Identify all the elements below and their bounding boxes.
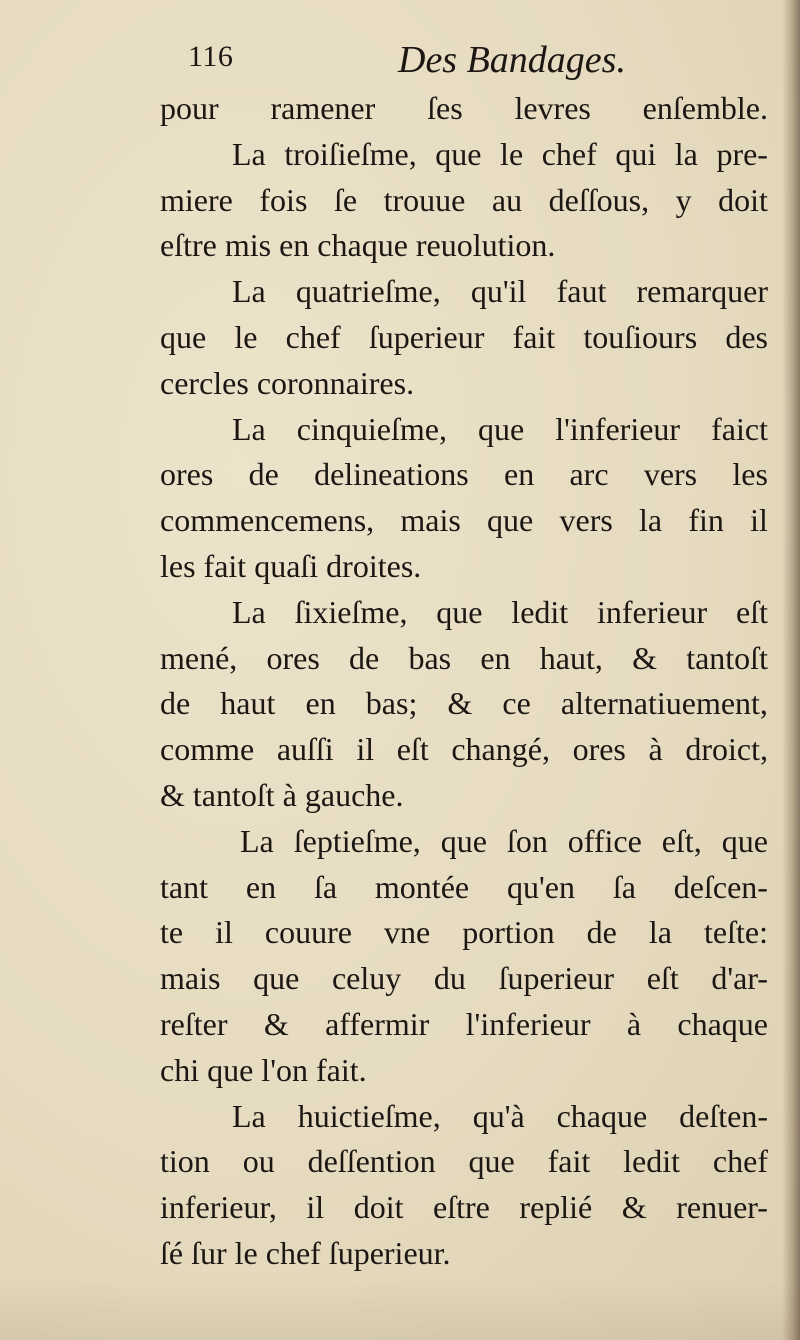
word: du [433, 960, 466, 997]
word: mais [160, 960, 221, 997]
word: la [674, 135, 698, 172]
word: qu'en [506, 868, 575, 905]
word: droites. [326, 547, 422, 584]
word: le [234, 318, 258, 355]
text-line [150, 681, 768, 727]
text-line [150, 956, 768, 1002]
text-line [150, 544, 768, 590]
word: deſten- [679, 1097, 768, 1134]
word: haut, [539, 639, 603, 676]
word: trouue [383, 181, 466, 218]
text-line [150, 910, 768, 956]
word: il [750, 502, 768, 539]
word: ſeptieſme, [293, 822, 421, 859]
word: renuer- [676, 1189, 768, 1226]
word: portion [462, 914, 555, 951]
word: ores [572, 731, 626, 768]
text-line [150, 315, 768, 361]
word: auſſi [276, 731, 334, 768]
word: en [480, 639, 511, 676]
word: chaque [677, 1005, 768, 1042]
text-line [150, 452, 768, 498]
text-line [150, 1048, 768, 1094]
word: La [240, 822, 274, 859]
word: des [725, 318, 768, 355]
word: couure [264, 914, 352, 951]
word: ſuperieur [498, 960, 615, 997]
text-line [150, 86, 768, 132]
word: au [491, 181, 523, 218]
word: que [468, 1143, 515, 1180]
word: cinquieſme, [296, 410, 447, 447]
word: & [632, 639, 657, 676]
word: chef [285, 318, 341, 355]
word: eſtre [160, 227, 225, 264]
word: quaſi [254, 547, 327, 584]
word: qu'il [470, 273, 527, 310]
running-title: Des Bandages. [398, 39, 626, 81]
word: que [160, 318, 207, 355]
word: qui [615, 135, 657, 172]
word: que [436, 593, 483, 630]
word: pre- [716, 135, 768, 172]
word: le [500, 135, 524, 172]
text-line [150, 773, 768, 819]
word: à [282, 776, 305, 813]
word: chef [712, 1143, 768, 1180]
word: commencemens, [160, 502, 375, 539]
word: la [648, 914, 672, 951]
word: il [215, 914, 233, 951]
word: La [232, 593, 266, 630]
text-line [150, 1002, 768, 1048]
word: troiſieſme, [284, 135, 417, 172]
word: changé, [451, 731, 550, 768]
word: ledit [511, 593, 569, 630]
word: delineations [314, 456, 469, 493]
word: & [621, 1189, 647, 1226]
word: gauche. [304, 776, 404, 813]
word: & [263, 1005, 289, 1042]
text-line [150, 727, 768, 773]
word: vne [383, 914, 431, 951]
word: vers [643, 456, 698, 493]
word: que [487, 502, 534, 539]
text-line [150, 1139, 768, 1185]
word: ores [160, 456, 214, 493]
word: en [279, 227, 318, 264]
word: fait [547, 1143, 591, 1180]
word: ſa [612, 868, 636, 905]
word: eſt [396, 731, 429, 768]
text-line [150, 498, 768, 544]
word: tant [160, 868, 208, 905]
word: y [675, 181, 692, 218]
word: de [160, 685, 191, 722]
word: eſt [735, 593, 768, 630]
word: fait. [315, 1051, 367, 1088]
word: montée [374, 868, 470, 905]
paragraph-start-line [150, 590, 768, 636]
paragraph-start-line [150, 269, 768, 315]
word: de [349, 639, 380, 676]
word: que [440, 822, 487, 859]
word: que [435, 135, 482, 172]
word: tantoſt [686, 639, 768, 676]
word: tion [160, 1143, 210, 1180]
page-edge-shadow [782, 0, 800, 1340]
word: bas; [365, 685, 418, 722]
word: inferieur, [160, 1189, 277, 1226]
word: chaque [317, 227, 416, 264]
text-line [150, 1231, 768, 1277]
word: ſon [506, 822, 548, 859]
word: que [253, 960, 300, 997]
text-line [150, 223, 768, 269]
word: coronnaires. [256, 364, 415, 401]
word: haut [220, 685, 276, 722]
word: mené, [160, 639, 238, 676]
word: arc [569, 456, 609, 493]
word: chef [541, 135, 597, 172]
word: huictieſme, [297, 1097, 441, 1134]
word: chaque [556, 1097, 648, 1134]
word: ce [502, 685, 531, 722]
word: qu'à [472, 1097, 525, 1134]
word: vers [559, 502, 613, 539]
word: ſuperieur [368, 318, 485, 355]
word: comme [160, 731, 255, 768]
word: de [586, 914, 617, 951]
word: bas [408, 639, 452, 676]
word: l'inferieur [465, 1005, 591, 1042]
text-line [150, 636, 768, 682]
word: & [447, 685, 473, 722]
word: mis [224, 227, 280, 264]
word: à [648, 731, 663, 768]
word: eſt [646, 960, 679, 997]
word: deſcen- [673, 868, 768, 905]
word: miere [160, 181, 233, 218]
word: ou [242, 1143, 275, 1180]
word: l'on [261, 1051, 316, 1088]
word: cercles [160, 364, 257, 401]
page-header [188, 38, 768, 88]
text-line [150, 1185, 768, 1231]
word: replié [519, 1189, 593, 1226]
word: que [721, 822, 768, 859]
word: les [732, 456, 768, 493]
word: quatrieſme, [295, 273, 441, 310]
body-text [150, 86, 768, 1277]
word: chi [160, 1051, 208, 1088]
paragraph-start-line [150, 1094, 768, 1140]
word: fin [688, 502, 724, 539]
word: La [232, 1097, 266, 1134]
word: celuy [331, 960, 402, 997]
paragraph-start-line [150, 819, 768, 865]
word: faict [711, 410, 768, 447]
word: ſes [427, 90, 463, 126]
word: ſa [313, 868, 338, 905]
word: alternatiuement, [560, 685, 768, 722]
word: La [232, 410, 266, 447]
word: deſſous, [548, 181, 650, 218]
word: inferieur [597, 593, 708, 630]
word: teſte: [703, 914, 768, 951]
word: la [639, 502, 663, 539]
word: fois [259, 181, 308, 218]
word: levres [514, 90, 591, 126]
word: doit [718, 181, 768, 218]
word: ſe [333, 181, 358, 218]
word: de [248, 456, 279, 493]
word: office [567, 822, 642, 859]
word: ſuperieur. [328, 1234, 451, 1271]
word: touſiours [583, 318, 698, 355]
word: chef [265, 1234, 329, 1271]
word: droict, [685, 731, 768, 768]
word: ſixieſme, [294, 593, 408, 630]
word: mais [400, 502, 461, 539]
word: te [160, 914, 184, 951]
word: reſter [160, 1005, 228, 1042]
word: il [356, 731, 375, 768]
word: tantoſt [192, 776, 283, 813]
word: enſemble. [642, 90, 768, 126]
word: ores [266, 639, 320, 676]
word: ſur [191, 1234, 235, 1271]
page-bottom-shadow [0, 1280, 800, 1340]
word: pour [160, 90, 219, 126]
word: eſtre [433, 1189, 490, 1226]
word: La [232, 273, 266, 310]
word: reuolution. [415, 227, 556, 264]
word: deſſention [307, 1143, 436, 1180]
word: ramener [270, 90, 376, 126]
word: en [503, 456, 535, 493]
word: d'ar- [711, 960, 768, 997]
word: il [306, 1189, 325, 1226]
word: que [478, 410, 525, 447]
word: affermir [325, 1005, 430, 1042]
text-line [150, 361, 768, 407]
word: La [232, 135, 266, 172]
word: en [305, 685, 336, 722]
paragraph-start-line [150, 407, 768, 453]
word: eſt, [661, 822, 702, 859]
word: ledit [623, 1143, 680, 1180]
word: faut [556, 273, 607, 310]
word: remarquer [636, 273, 768, 310]
word: en [245, 868, 277, 905]
word: fait [512, 318, 556, 355]
word: ſé [160, 1234, 192, 1271]
word: l'inferieur [555, 410, 681, 447]
page-number: 116 [188, 40, 234, 73]
paragraph-start-line [150, 132, 768, 178]
text-line [150, 178, 768, 224]
word: à [626, 1005, 642, 1042]
word: doit [353, 1189, 404, 1226]
word: fait [203, 547, 255, 584]
text-line [150, 865, 768, 911]
word: & [160, 776, 193, 813]
word: le [234, 1234, 266, 1271]
word: que [207, 1051, 262, 1088]
word: les [160, 547, 204, 584]
